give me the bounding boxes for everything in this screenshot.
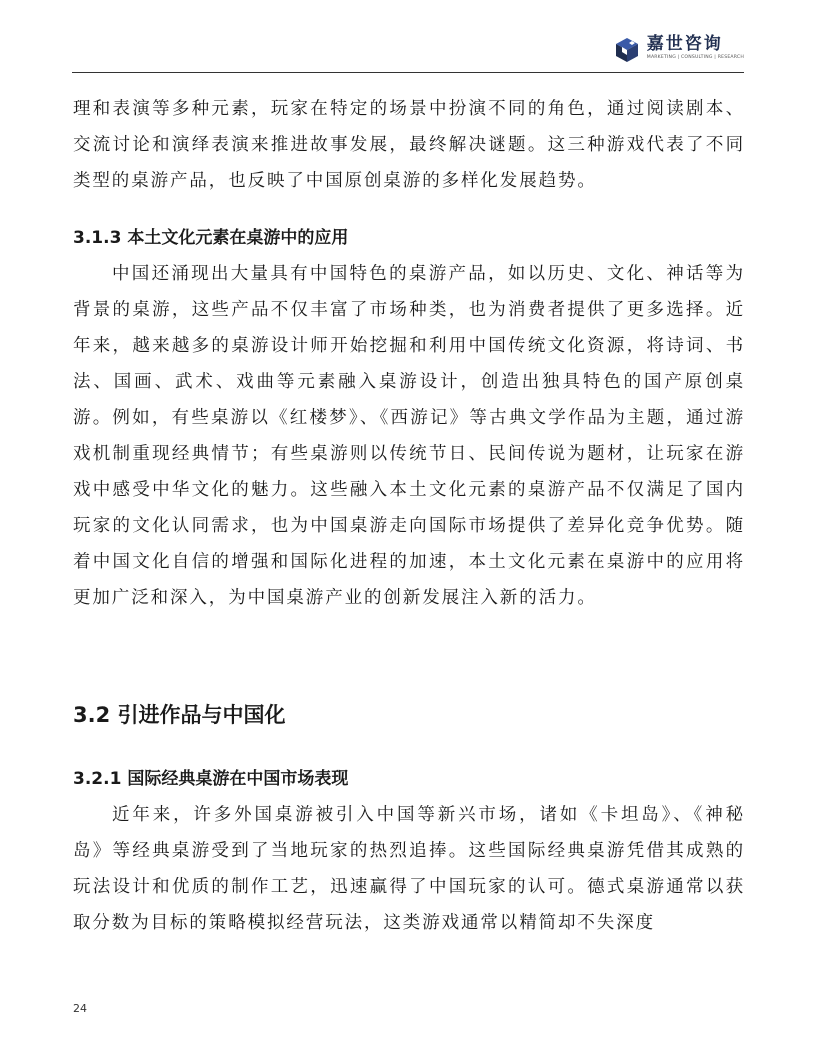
heading-3-1-3: 3.1.3 本土文化元素在桌游中的应用 [73, 228, 349, 248]
page-number: 24 [73, 1002, 87, 1015]
paragraph-local-culture: 中国还涌现出大量具有中国特色的桌游产品，如以历史、文化、神话等为背景的桌游，这些产品不仅丰富了市场种类，也为消费者提供了更多选择。近年来，越来越多的桌游设计师开始挖掘和利用中国传统文化资源，将诗词、书法、国画、武术、戏曲等元素融入桌游设计，创造出独具特色的国产原创桌游。例如，有些桌游以《红楼梦》、《西游记》等古典文学作品为主题，通过游戏机制重现经典情节；有些桌游则以传统节日、民间传说为题材，让玩家在游戏中感受中华文化的魅力。这些融入本土文化元素的桌游产品不仅满足了国内玩家的文化认同需求，也为中国桌游走向国际市场提供了差异化竞争优势。随着中国文化自信的增强和国际化进程的加速，本土文化元素在桌游中的应用将更加广泛和深入，为中国桌游产业的创新发展注入新的活力。 [73, 264, 745, 608]
company-logo [613, 34, 744, 68]
paragraph-continued: 理和表演等多种元素，玩家在特定的场景中扮演不同的角色，通过阅读剧本、交流讨论和演绎表演来推进故事发展，最终解决谜题。这三种游戏代表了不同类型的桌游产品，也反映了中国原创桌游的多样化发展趋势。 [73, 99, 745, 191]
heading-3-2: 3.2 引进作品与中国化 [73, 703, 286, 727]
heading-3-2-1: 3.2.1 国际经典桌游在中国市场表现 [73, 769, 349, 789]
cube-logo-icon [613, 36, 641, 64]
page-header [72, 28, 744, 73]
paragraph-international-games: 近年来，许多外国桌游被引入中国等新兴市场，诸如《卡坦岛》、《神秘岛》等经典桌游受到了当地玩家的热烈追捧。这些国际经典桌游凭借其成熟的玩法设计和优质的制作工艺，迅速赢得了中国玩家的认可。德式桌游通常以获取分数为目标的策略模拟经营玩法，这类游戏通常以精简却不失深度 [73, 805, 745, 933]
logo-name: 嘉世咨询 [646, 34, 723, 54]
logo-tagline: MARKETING | CONSULTING | RESEARCH [646, 55, 744, 60]
